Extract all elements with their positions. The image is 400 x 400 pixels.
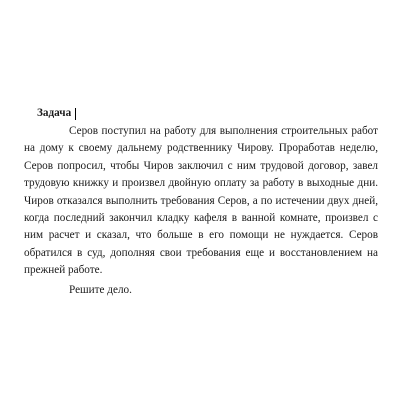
document-body[interactable] xyxy=(24,105,378,299)
task-closing-line: Решите дело. xyxy=(69,283,132,296)
task-heading-text: Задача xyxy=(37,107,72,119)
text-cursor xyxy=(75,108,76,120)
task-paragraph: Серов поступил на работу для выполнения строительных работ на дому к своему дальнему родственнику Чирову. Проработав неделю, Серов попросил, чтобы Чиров заключил с ним трудовой договор, завел трудовую книжку и произвел двойную оплату за работу в выходные дни. Чиров отказался выполнить требования Серов, а по истечении двух дней, когда последний закончил кладку кафеля в ванной комнате, произвел с ним расчет и сказал, что больше в его помощи не нуждается. Серов обратился в суд, дополняя свои требования еще и восстановлением на прежней работе. xyxy=(24,125,378,277)
task-heading xyxy=(24,105,378,122)
